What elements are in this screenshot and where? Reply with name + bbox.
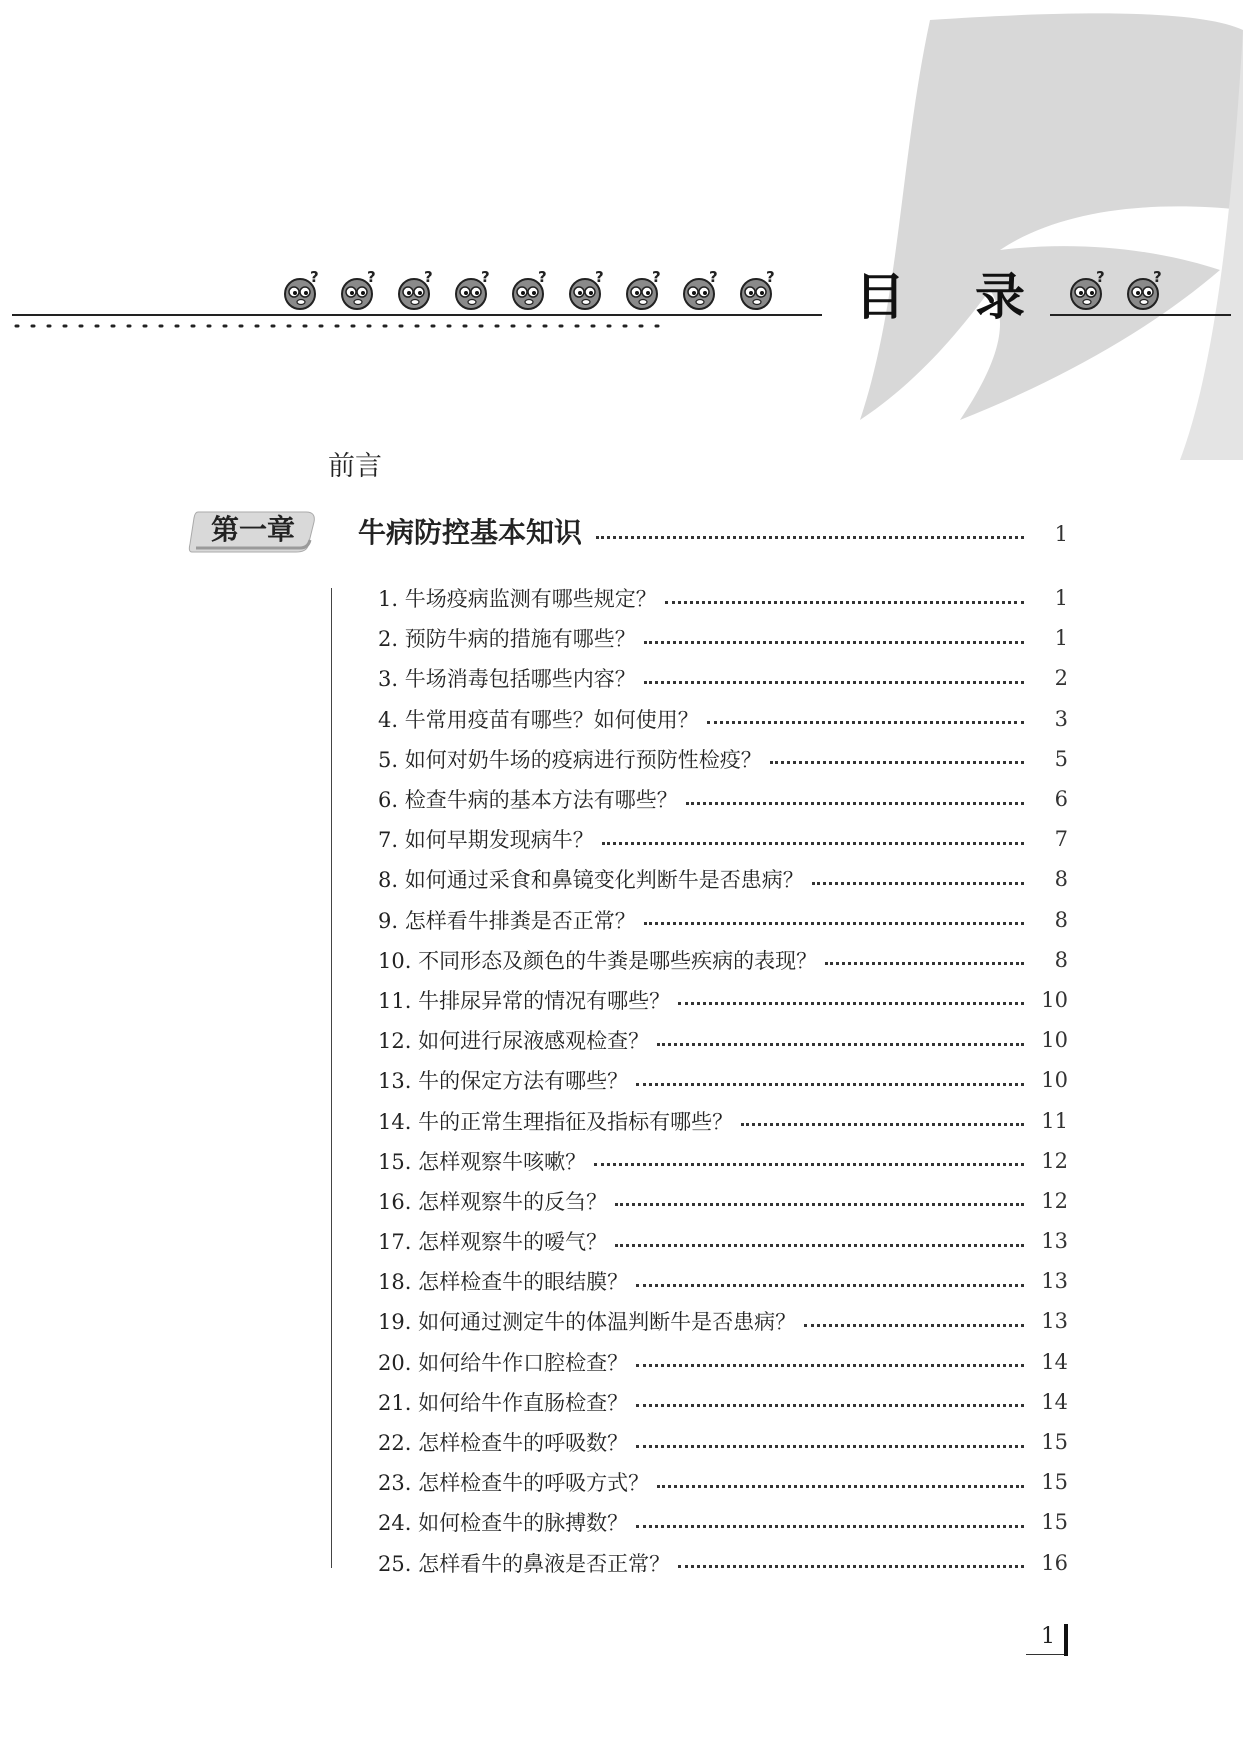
chapter-title: 牛病防控基本知识 (358, 516, 583, 549)
mascot-row-right (1066, 268, 1166, 314)
toc-item-page: 15 (1041, 1430, 1068, 1455)
toc-vertical-rule (331, 588, 332, 1568)
toc-title-char-2: 录 (975, 268, 1025, 326)
toc-item[interactable] (378, 980, 1068, 1020)
dot-leader (804, 1324, 1024, 1327)
toc-item-page: 8 (1054, 947, 1068, 972)
mascot-row-left (280, 268, 779, 314)
toc-item-question: 12. 如何进行尿液感观检查？ (378, 1029, 650, 1054)
dot-leader (636, 1083, 1024, 1086)
mascot-icon (1123, 268, 1166, 312)
header-dotted-rule (12, 322, 672, 330)
header-rule-right (1050, 314, 1231, 316)
toc-item[interactable] (378, 819, 1068, 859)
toc-item[interactable] (378, 1261, 1068, 1301)
mascot-icon (451, 268, 494, 312)
toc-item-question: 23. 怎样检查牛的呼吸方式？ (378, 1471, 650, 1496)
toc-item-page: 3 (1054, 706, 1068, 731)
toc-item-page: 10 (1041, 987, 1068, 1012)
dot-leader (636, 1404, 1024, 1407)
toc-item-question: 14. 牛的正常生理指征及指标有哪些？ (378, 1109, 734, 1134)
toc-item-page: 8 (1054, 867, 1068, 892)
toc-item-question: 2. 预防牛病的措施有哪些？ (378, 627, 636, 652)
dot-leader (812, 882, 1024, 885)
toc-item[interactable] (378, 658, 1068, 698)
toc-item-question: 7. 如何早期发现病牛？ (378, 828, 594, 853)
toc-item-question: 10. 不同形态及颜色的牛粪是哪些疾病的表现？ (378, 948, 818, 973)
mascot-icon (1066, 268, 1109, 312)
toc-item[interactable] (378, 1462, 1068, 1502)
toc-item-page: 8 (1054, 907, 1068, 932)
dot-leader (644, 922, 1024, 925)
decorative-arc (0, 0, 1243, 460)
toc-item[interactable] (378, 1342, 1068, 1382)
dot-leader (636, 1445, 1024, 1448)
dot-leader (644, 641, 1024, 644)
dot-leader (615, 1244, 1024, 1247)
mascot-icon (337, 268, 380, 312)
toc-list (378, 578, 1068, 1583)
chapter-entry[interactable] (358, 512, 1068, 550)
toc-item[interactable] (378, 1020, 1068, 1060)
toc-item-question: 24. 如何检查牛的脉搏数？ (378, 1511, 629, 1536)
toc-item[interactable] (378, 1543, 1068, 1583)
toc-item-question: 11. 牛排尿异常的情况有哪些？ (378, 988, 671, 1013)
toc-title-char-1: 目 (855, 268, 905, 326)
toc-item[interactable] (378, 859, 1068, 899)
toc-item-page: 1 (1054, 626, 1068, 651)
dot-leader (686, 802, 1024, 805)
dot-leader (770, 761, 1024, 764)
dot-leader (825, 962, 1024, 965)
toc-item-page: 16 (1041, 1550, 1068, 1575)
toc-item-page: 15 (1041, 1510, 1068, 1535)
dot-leader (741, 1123, 1024, 1126)
mascot-icon (394, 268, 437, 312)
footer-bar (1064, 1624, 1068, 1656)
dot-leader (615, 1203, 1024, 1206)
toc-item-page: 12 (1041, 1148, 1068, 1173)
dot-leader (665, 601, 1024, 604)
dot-leader (602, 842, 1024, 845)
toc-item-question: 9. 怎样看牛排粪是否正常？ (378, 908, 636, 933)
toc-item[interactable] (378, 1422, 1068, 1462)
toc-item-question: 16. 怎样观察牛的反刍？ (378, 1189, 608, 1214)
toc-item-question: 21. 如何给牛作直肠检查？ (378, 1390, 629, 1415)
dot-leader (678, 1002, 1024, 1005)
toc-item[interactable] (378, 1141, 1068, 1181)
chapter-page: 1 (1054, 522, 1068, 546)
dot-leader (657, 1043, 1024, 1046)
mascot-icon (508, 268, 551, 312)
toc-item[interactable] (378, 1301, 1068, 1341)
toc-item-question: 18. 怎样检查牛的眼结膜？ (378, 1270, 629, 1295)
header-rule-left (12, 314, 822, 316)
toc-item-question: 6. 检查牛病的基本方法有哪些？ (378, 788, 678, 813)
toc-item-question: 19. 如何通过测定牛的体温判断牛是否患病？ (378, 1310, 797, 1335)
toc-item-question: 5. 如何对奶牛场的疫病进行预防性检疫？ (378, 747, 762, 772)
dot-leader (596, 536, 1024, 539)
toc-item-question: 25. 怎样看牛的鼻液是否正常？ (378, 1551, 671, 1576)
toc-item[interactable] (378, 739, 1068, 779)
toc-item[interactable] (378, 940, 1068, 980)
toc-item-question: 15. 怎样观察牛咳嗽？ (378, 1149, 587, 1174)
mascot-icon (736, 268, 779, 312)
toc-item-question: 17. 怎样观察牛的嗳气？ (378, 1230, 608, 1255)
toc-item-page: 6 (1054, 787, 1068, 812)
toc-item-question: 20. 如何给牛作口腔检查？ (378, 1350, 629, 1375)
toc-title (855, 262, 1025, 324)
toc-item-question: 22. 怎样检查牛的呼吸数？ (378, 1431, 629, 1456)
toc-item-question: 8. 如何通过采食和鼻镜变化判断牛是否患病？ (378, 868, 804, 893)
mascot-icon (565, 268, 608, 312)
footer-rule (1026, 1654, 1066, 1655)
mascot-icon (622, 268, 665, 312)
dot-leader (657, 1485, 1024, 1488)
dot-leader (594, 1163, 1024, 1166)
dot-leader (636, 1525, 1024, 1528)
dot-leader (636, 1364, 1024, 1367)
toc-item-page: 13 (1041, 1229, 1068, 1254)
toc-item-page: 12 (1041, 1188, 1068, 1213)
mascot-icon (280, 268, 323, 312)
toc-item-page: 7 (1054, 827, 1068, 852)
chapter-badge-label: 第一章 (210, 513, 295, 546)
mascot-icon (679, 268, 722, 312)
toc-item-page: 10 (1041, 1028, 1068, 1053)
preface-entry[interactable]: 前言 (328, 451, 382, 482)
toc-item-question: 1. 牛场疫病监测有哪些规定？ (378, 587, 657, 612)
toc-item[interactable] (378, 1181, 1068, 1221)
toc-item-page: 13 (1041, 1269, 1068, 1294)
dot-leader (678, 1565, 1024, 1568)
toc-item[interactable] (378, 1100, 1068, 1140)
toc-item-page: 10 (1041, 1068, 1068, 1093)
toc-item[interactable] (378, 900, 1068, 940)
dot-leader (707, 721, 1024, 724)
toc-item-question: 4. 牛常用疫苗有哪些？如何使用？ (378, 707, 699, 732)
toc-item[interactable] (378, 1221, 1068, 1261)
toc-item[interactable] (378, 1502, 1068, 1542)
toc-item-page: 13 (1041, 1309, 1068, 1334)
footer-page-number: 1 (1041, 1624, 1055, 1649)
dot-leader (644, 681, 1024, 684)
dot-leader (636, 1284, 1024, 1287)
toc-item-page: 15 (1041, 1470, 1068, 1495)
toc-item[interactable] (378, 618, 1068, 658)
toc-item-page: 5 (1054, 746, 1068, 771)
toc-item-page: 14 (1041, 1349, 1068, 1374)
toc-item[interactable] (378, 1382, 1068, 1422)
toc-item[interactable] (378, 1060, 1068, 1100)
toc-item-question: 3. 牛场消毒包括哪些内容？ (378, 667, 636, 692)
toc-item-page: 1 (1054, 586, 1068, 611)
toc-item-question: 13. 牛的保定方法有哪些？ (378, 1069, 629, 1094)
toc-item[interactable] (378, 699, 1068, 739)
toc-item[interactable] (378, 578, 1068, 618)
toc-item-page: 14 (1041, 1389, 1068, 1414)
toc-item-page: 2 (1054, 666, 1068, 691)
toc-item-page: 11 (1041, 1108, 1068, 1133)
toc-item[interactable] (378, 779, 1068, 819)
